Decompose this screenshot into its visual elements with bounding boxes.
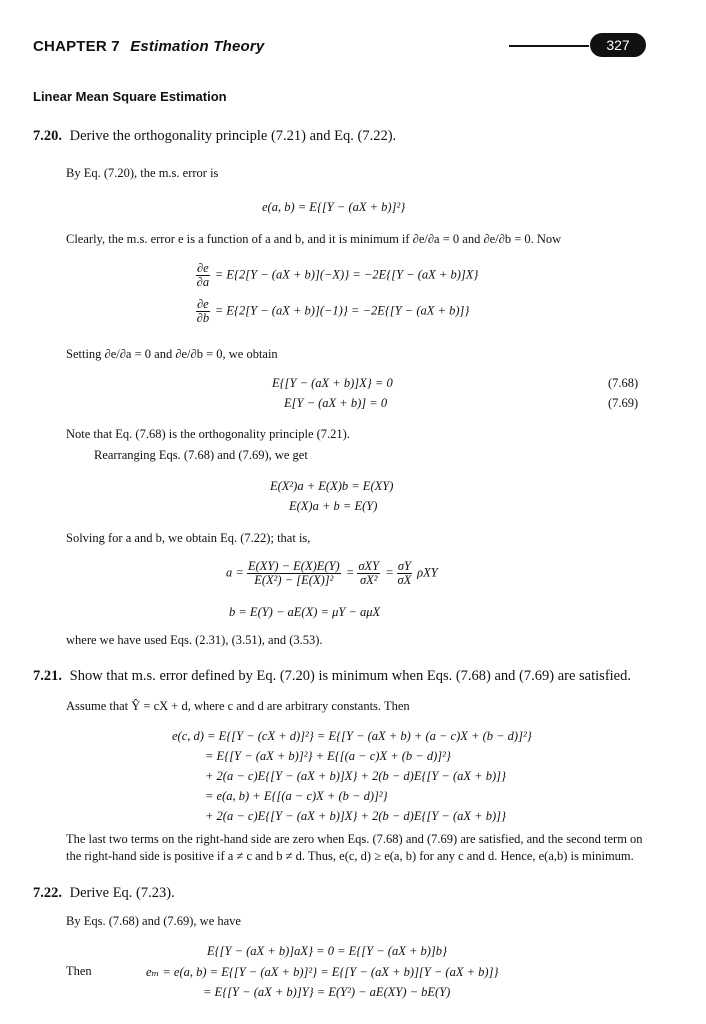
- fraction-sigma-y: [397, 560, 412, 587]
- equation-a-solution: [226, 560, 438, 587]
- text-solving: Solving for a and b, we obtain Eq. (7.22); that is,: [66, 531, 311, 545]
- equation-line-5: + 2(a − c)E{[Y − (aX + b)]X} + 2(b − d)E{[Y − (aX + b)]}: [205, 809, 506, 823]
- text-note: Note that Eq. (7.68) is the orthogonality principle (7.21).: [66, 427, 350, 441]
- fraction-denominator: ∂b: [196, 311, 210, 325]
- chapter-title: Estimation Theory: [130, 38, 265, 55]
- fraction-denominator: σX: [397, 573, 412, 587]
- equation-line-1: e(c, d) = E{[Y − (cX + d)]²} = E{[Y − (aX + b) + (a − c)X + (b − d)]²}: [172, 729, 532, 743]
- fraction-de-db: [196, 298, 210, 325]
- equation-deriv-a: [196, 262, 478, 289]
- fraction-numerator: σY: [397, 559, 411, 573]
- equation-rhs: = E{2[Y − (aX + b)](−1)} = −2E{[Y − (aX + b)]}: [214, 303, 470, 318]
- equation-tag-7-69: (7.69): [608, 396, 639, 410]
- problem-statement: Show that m.s. error defined by Eq. (7.20) is minimum when Eqs. (7.68) and (7.69) are satisfied.: [69, 668, 631, 684]
- problem-number: 7.22.: [33, 885, 62, 901]
- fraction-sigma-xy: [357, 560, 380, 587]
- text-intro: By Eq. (7.20), the m.s. error is: [66, 166, 219, 180]
- equation-line-3: = E{[Y − (aX + b)]Y} = E(Y²) − aE(XY) − bE(Y): [203, 985, 451, 999]
- problem-7-22-heading: [33, 885, 175, 902]
- header-rule: [509, 45, 589, 47]
- equation-tag-7-68: (7.68): [608, 376, 639, 390]
- text-rearranging: Rearranging Eqs. (7.68) and (7.69), we get: [94, 448, 308, 462]
- equation-system-2: E(X)a + b = E(Y): [289, 499, 378, 513]
- equation-b-solution: b = E(Y) − aE(X) = μY − aμX: [229, 605, 381, 619]
- text-clearly: Clearly, the m.s. error e is a function of a and b, and it is minimum if ∂e/∂a = 0 and ∂e/∂b = 0. Now: [66, 232, 562, 246]
- text-setting: Setting ∂e/∂a = 0 and ∂e/∂b = 0, we obtain: [66, 347, 278, 361]
- equation-line-1: E{[Y − (aX + b)]aX} = 0 = E{[Y − (aX + b)]b}: [207, 944, 448, 958]
- fraction-covariance: [247, 560, 341, 587]
- fraction-numerator: E(XY) − E(X)E(Y): [247, 559, 340, 573]
- problem-statement: Derive Eq. (7.23).: [69, 885, 175, 901]
- section-title: Linear Mean Square Estimation: [33, 89, 227, 104]
- equation-7-69: E[Y − (aX + b)] = 0: [284, 396, 388, 410]
- fraction-denominator: σX²: [359, 573, 378, 587]
- equals-sign: =: [345, 565, 355, 580]
- fraction-denominator: E(X²) − [E(X)]²: [254, 573, 334, 587]
- chapter-header: [33, 38, 264, 55]
- equation-line-4: = e(a, b) + E{[(a − c)X + (b − d)]²}: [205, 789, 388, 803]
- equation-line-3: + 2(a − c)E{[Y − (aX + b)]X} + 2(b − d)E{[Y − (aX + b)]}: [205, 769, 506, 783]
- text-conclusion: The last two terms on the right-hand side are zero when Eqs. (7.68) and (7.69) are satisfied, and the second term on the right-hand side is positive if a ≠ c and b ≠ d. Thus, e(c, d) ≥ e(a, b) for any c and d. Hence, e(a,b) is minimum.: [66, 832, 643, 863]
- fraction-denominator: ∂a: [196, 275, 210, 289]
- equation-line-2: = E{[Y − (aX + b)]²} + E{[(a − c)X + (b − d)]²}: [205, 749, 451, 763]
- problem-number: 7.21.: [33, 668, 62, 684]
- fraction-de-da: [196, 262, 210, 289]
- text-then: Then: [66, 964, 92, 978]
- equation-error: e(a, b) = E{[Y − (aX + b)]²}: [262, 200, 406, 214]
- page-number: 327: [590, 33, 646, 57]
- text-where: where we have used Eqs. (2.31), (3.51), and (3.53).: [66, 633, 323, 647]
- chapter-label: CHAPTER 7: [33, 38, 120, 55]
- text-by: By Eqs. (7.68) and (7.69), we have: [66, 914, 241, 928]
- equation-7-68: E{[Y − (aX + b)]X} = 0: [272, 376, 393, 390]
- equation-lhs: a =: [226, 565, 244, 580]
- equation-line-2: eₘ = e(a, b) = E{[Y − (aX + b)]²} = E{[Y − (aX + b)][Y − (aX + b)]}: [146, 965, 499, 979]
- equation-rhs: = E{2[Y − (aX + b)](−X)} = −2E{[Y − (aX + b)]X}: [214, 267, 479, 282]
- problem-7-20-heading: [33, 128, 396, 145]
- fraction-numerator: σXY: [358, 559, 380, 573]
- equation-deriv-b: [196, 298, 469, 325]
- rho-xy: ρXY: [417, 565, 438, 580]
- problem-statement: Derive the orthogonality principle (7.21) and Eq. (7.22).: [69, 128, 397, 144]
- equation-system-1: E(X²)a + E(X)b = E(XY): [270, 479, 394, 493]
- equals-sign: =: [385, 565, 394, 580]
- fraction-numerator: ∂e: [197, 297, 209, 311]
- problem-number: 7.20.: [33, 128, 62, 144]
- fraction-numerator: ∂e: [197, 261, 209, 275]
- text-assume: Assume that Ŷ = cX + d, where c and d are arbitrary constants. Then: [66, 699, 410, 713]
- problem-7-21-heading: [33, 668, 631, 685]
